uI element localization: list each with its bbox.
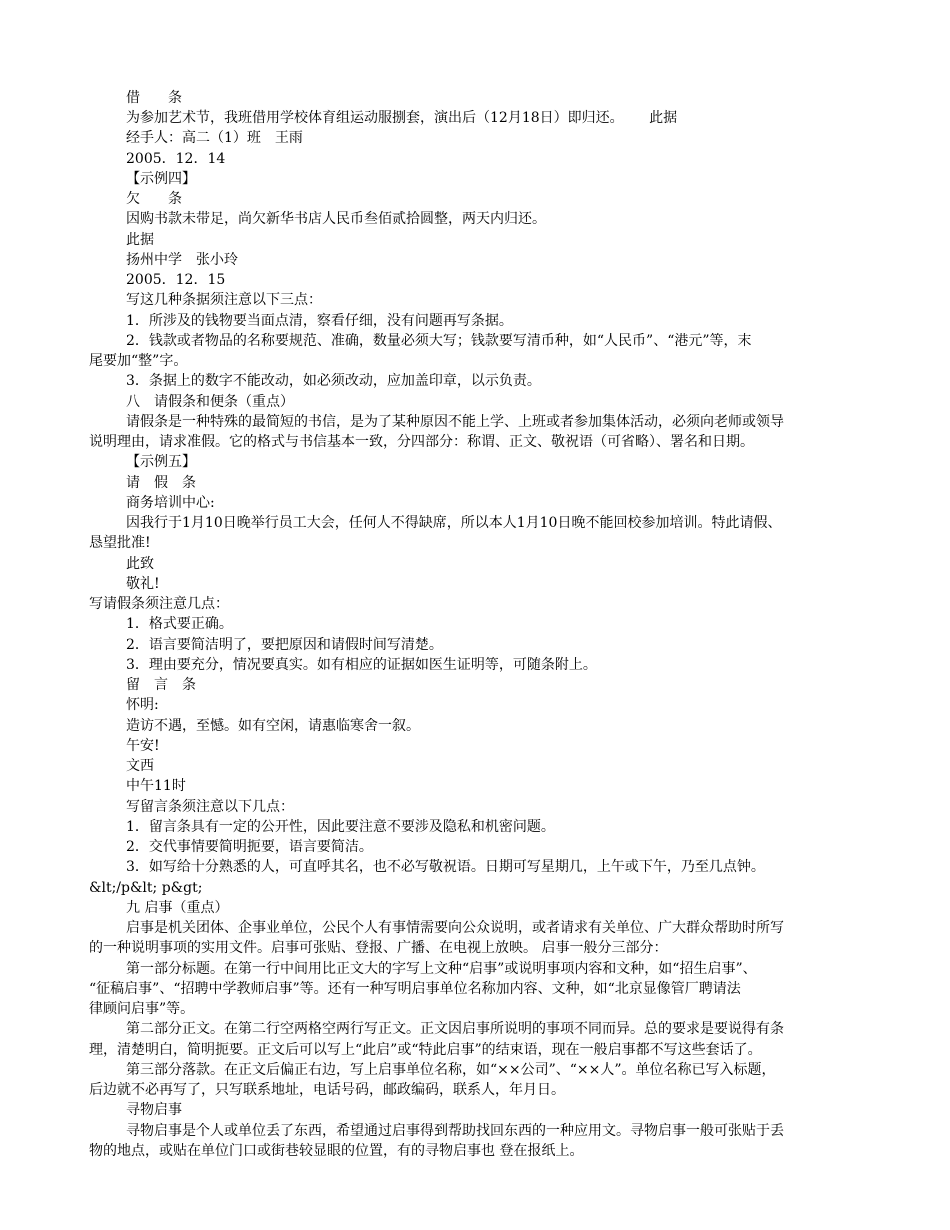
text-line: 借 条 xyxy=(126,90,182,106)
text-line: 怀明: xyxy=(126,697,159,713)
text-line: 寻物启事是个人或单位丢了东西，希望通过启事得到帮助找回东西的一种应用文。寻物启事一般可张贴于丢 xyxy=(126,1123,784,1139)
text-line: 【示例四】 xyxy=(126,171,196,187)
text-line: 说明理由，请求准假。它的格式与书信基本一致，分四部分：称谓、正文、敬祝语（可省略）、署名和日期。 xyxy=(89,434,754,450)
text-line: 第一部分标题。在第一行中间用比正文大的字写上文种“启事”或说明事项内容和文种，如“招生启事”、 xyxy=(126,961,757,977)
text-line: 3．如写给十分熟悉的人，可直呼其名，也不必写敬祝语。日期可写星期几，上午或下午，乃至几点钟。 xyxy=(126,859,765,875)
text-line: 造访不遇，至憾。如有空闲，请惠临寒舍一叙。 xyxy=(126,718,420,734)
text-line: 物的地点，或贴在单位门口或街巷较显眼的位置，有的寻物启事也 登在报纸上。 xyxy=(89,1143,584,1159)
text-line: 寻物启事 xyxy=(126,1102,182,1118)
text-line: 此据 xyxy=(126,232,154,248)
text-line: 敬礼! xyxy=(126,576,160,592)
text-line: 理，清楚明白，简明扼要。正文后可以写上“此启”或“特此启事”的结束语，现在一般启事都不写这些套话了。 xyxy=(89,1042,762,1058)
text-line: 写这几种条据须注意以下三点： xyxy=(126,292,322,308)
text-line: 3．条据上的数字不能改动，如必须改动，应加盖印章，以示负责。 xyxy=(126,373,541,389)
text-line: 2．钱款或者物品的名称要规范、准确，数量必须大写；钱款要写清币种，如“人民币”、“港元”等，末 xyxy=(126,333,752,349)
text-line: 1．所涉及的钱物要当面点清，察看仔细，没有问题再写条据。 xyxy=(126,313,513,329)
text-line: 九 启事（重点） xyxy=(126,900,229,916)
text-line: 文西 xyxy=(126,758,154,774)
text-line: “征稿启事”、“招聘中学教师启事”等。还有一种写明启事单位名称加内容、文种，如“北京显像管厂聘请法 xyxy=(89,981,741,997)
text-line: 尾要加“整”字。 xyxy=(89,353,188,369)
text-line: 此致 xyxy=(126,556,154,572)
text-line: 写留言条须注意以下几点： xyxy=(126,799,294,815)
text-line: 3．理由要充分，情况要真实。如有相应的证据如医生证明等，可随条附上。 xyxy=(126,657,597,673)
text-line: 1．格式要正确。 xyxy=(126,616,233,632)
text-line: &lt;/p&lt; p&gt; xyxy=(89,880,203,896)
text-line: 中午11时 xyxy=(126,778,186,794)
text-line: 律顾问启事”等。 xyxy=(89,1001,195,1017)
text-line: 欠 条 xyxy=(126,191,182,207)
text-line: 留 言 条 xyxy=(126,677,196,693)
text-line: 第二部分正文。在第二行空两格空两行写正文。正文因启事所说明的事项不同而异。总的要求是要说得有条 xyxy=(126,1021,784,1037)
text-line: 第三部分落款。在正文后偏正右边，写上启事单位名称，如“××公司”、“××人”。单位名称已写入标题， xyxy=(126,1062,776,1078)
text-line: 的一种说明事项的实用文件。启事可张贴、登报、广播、在电视上放映。 启事一般分三部分： xyxy=(89,940,668,956)
text-line: 商务培训中心: xyxy=(126,495,215,511)
text-line: 【示例五】 xyxy=(126,454,196,470)
text-line: 午安! xyxy=(126,738,160,754)
text-line: 2005．12．15 xyxy=(126,272,226,288)
text-line: 请 假 条 xyxy=(126,475,196,491)
text-line: 后边就不必再写了，只写联系地址，电话号码，邮政编码，联系人，年月日。 xyxy=(89,1082,565,1098)
text-line: 扬州中学 张小玲 xyxy=(126,252,238,268)
text-line: 写请假条须注意几点： xyxy=(89,596,229,612)
text-line: 经手人：高二（1）班 王雨 xyxy=(126,130,303,146)
text-line: 2005．12．14 xyxy=(126,151,226,167)
text-line: 2．交代事情要简明扼要，语言要简洁。 xyxy=(126,839,373,855)
text-line: 因购书款未带足，尚欠新华书店人民币叁佰贰拾圆整，两天内归还。 xyxy=(126,211,546,227)
text-line: 1．留言条具有一定的公开性，因此要注意不要涉及隐私和机密问题。 xyxy=(126,819,555,835)
text-line: 八 请假条和便条（重点） xyxy=(126,394,294,410)
text-line: 启事是机关团体、企事业单位，公民个人有事情需要向公众说明，或者请求有关单位、广大群众帮助时所写 xyxy=(126,920,784,936)
text-line: 2．语言要简洁明了，要把原因和请假时间写清楚。 xyxy=(126,637,443,653)
text-line: 恳望批准! xyxy=(89,535,151,551)
text-line: 为参加艺术节，我班借用学校体育组运动服捌套，演出后（12月18日）即归还。 此据 xyxy=(126,110,678,126)
text-line: 请假条是一种特殊的最简短的书信，是为了某种原因不能上学、上班或者参加集体活动，必须向老师或领导 xyxy=(126,414,784,430)
text-line: 因我行于1月10日晚举行员工大会，任何人不得缺席，所以本人1月10日晚不能回校参加培训。特此请假、 xyxy=(126,515,782,531)
